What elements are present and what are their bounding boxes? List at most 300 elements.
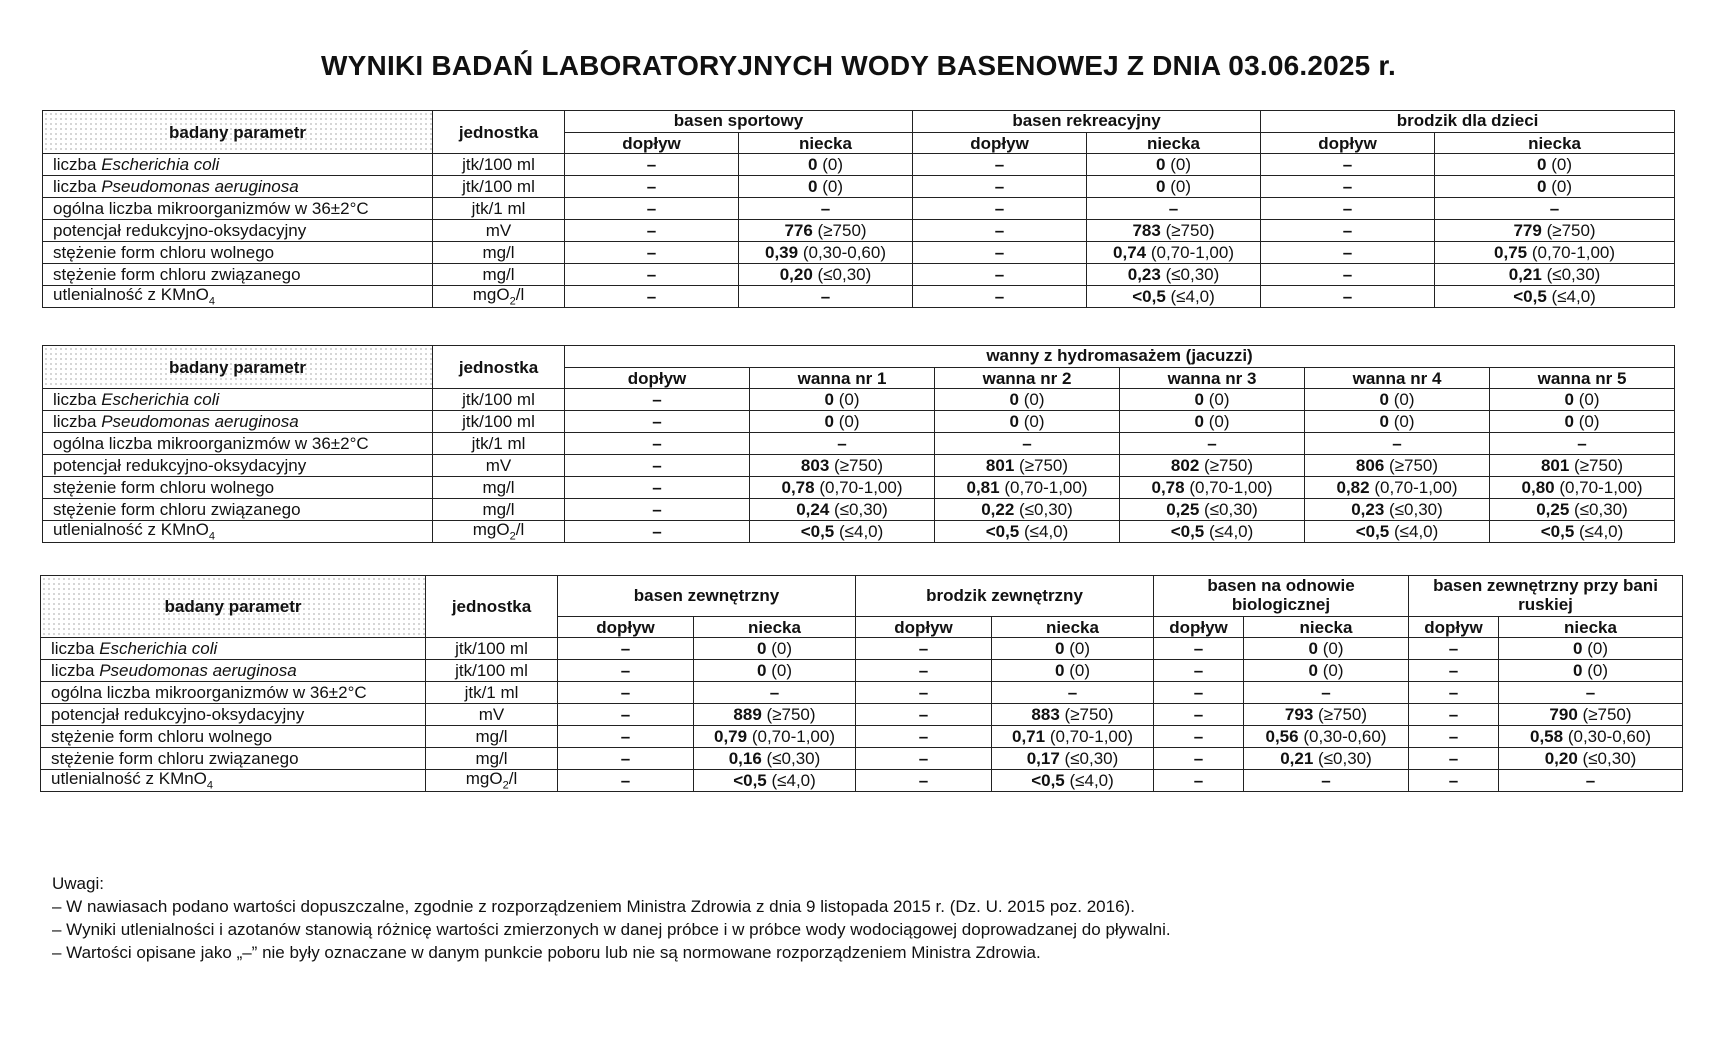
table-row [43,286,1675,308]
value-measured: – [994,265,1005,284]
unit-text: mgO [472,520,510,539]
value-measured: – [620,749,631,768]
value-cell [1154,748,1244,770]
param-species: Escherichia coli [99,639,218,658]
results-table-jacuzzi [42,345,1675,543]
value-cell [1490,389,1675,411]
value-limit: (0) [1393,412,1415,431]
value-measured: 0,39 [765,243,799,262]
value-cell [992,682,1154,704]
value-limit: (0) [1578,390,1600,409]
sub-header: dopływ [565,368,750,389]
unit-text: mgO [465,769,503,788]
value-measured: <0,5 [1132,287,1166,307]
table-row [43,264,1675,286]
value-cell [565,433,750,455]
table-row [41,748,1683,770]
value-measured: – [1067,683,1078,702]
sub-header: dopływ [1154,617,1244,638]
value-cell [1499,682,1683,704]
value-limit: (0) [1069,639,1090,658]
value-limit: (0,70-1,00) [1004,478,1088,497]
value-limit: (0) [771,639,792,658]
value-cell [739,176,913,198]
value-cell [913,286,1087,308]
value-measured: 0 [1537,177,1547,196]
value-cell [856,770,992,792]
param-text: stężenie form chloru wolnego [53,243,275,262]
value-cell [1244,770,1409,792]
value-cell [558,748,694,770]
value-measured: – [994,221,1005,240]
value-measured: 0 [757,639,767,658]
param-unit [433,220,565,242]
value-measured: – [1342,243,1353,262]
value-cell [565,477,750,499]
value-measured: 803 [800,456,830,475]
param-species: Pseudomonas aeruginosa [101,412,299,431]
value-cell [1154,704,1244,726]
unit-suffix: /l [515,520,525,539]
value-cell [1154,660,1244,682]
value-limit: (0) [1578,412,1600,431]
table-row [43,433,1675,455]
value-cell [1490,499,1675,521]
unit-subscript: 2 [502,779,509,792]
table-row [43,499,1675,521]
value-measured: – [1448,639,1459,658]
value-cell [935,411,1120,433]
unit-text: mg/l [482,243,515,262]
param-text: liczba [53,412,102,431]
value-limit: (≤0,30) [1019,500,1073,519]
value-measured: – [620,661,631,680]
value-limit: (0) [1023,390,1045,409]
value-measured: 0,20 [779,265,813,284]
value-limit: (≤4,0) [1024,522,1069,542]
value-measured: <0,5 [1540,522,1575,542]
param-unit [433,242,565,264]
unit-text: jtk/1 ml [464,683,519,702]
value-cell [1261,242,1435,264]
value-cell [1244,726,1409,748]
value-cell [565,198,739,220]
param-text: ogólna liczba mikroorganizmów w 36±2°C [53,434,369,453]
param-unit [426,726,558,748]
results-table-pools [42,110,1675,308]
value-measured: – [1193,639,1204,658]
table-row [43,242,1675,264]
value-cell [935,389,1120,411]
value-measured: – [918,749,929,768]
param-unit [426,682,558,704]
value-measured: 0 [824,412,834,431]
sub-header: wanna nr 5 [1490,368,1675,389]
value-cell [1499,726,1683,748]
value-cell [750,499,935,521]
value-measured: – [1392,434,1402,453]
value-cell [856,660,992,682]
header-row [43,346,1675,368]
param-text: utlenialność z KMnO [53,285,209,304]
param-name [41,660,426,682]
param-text: stężenie form chloru związanego [53,265,301,284]
value-cell [913,220,1087,242]
value-limit: (≥750) [1019,456,1069,475]
param-unit [433,176,565,198]
value-measured: – [1448,661,1459,680]
value-measured: – [646,243,657,262]
param-unit [426,638,558,660]
value-cell [565,242,739,264]
value-measured: – [994,243,1005,262]
param-unit [433,499,565,521]
value-cell [739,242,913,264]
value-measured: – [1193,705,1204,724]
value-limit: (≤0,30) [834,500,888,519]
value-measured: 0,71 [1012,727,1046,746]
param-name [43,154,433,176]
value-cell [1305,389,1490,411]
param-name [41,748,426,770]
group-header: basen zewnętrzny przy bani ruskiej [1409,576,1683,617]
value-limit: (≤0,30) [1582,749,1637,768]
unit-text: jtk/1 ml [471,434,526,453]
table-row [43,411,1675,433]
value-measured: 0,74 [1113,243,1147,262]
value-measured: – [994,177,1005,196]
unit-suffix: /l [508,769,518,788]
value-cell [1499,638,1683,660]
value-measured: – [652,500,662,519]
param-name [43,242,433,264]
value-measured: – [918,661,929,680]
value-cell [558,660,694,682]
value-measured: – [994,155,1005,174]
value-limit: (≥750) [1165,221,1215,240]
sub-header: wanna nr 3 [1120,368,1305,389]
value-measured: – [1342,177,1353,196]
value-measured: – [1448,683,1459,702]
value-cell [565,499,750,521]
value-measured: – [646,287,657,307]
value-limit: (0,30-0,60) [802,243,886,262]
value-cell [558,682,694,704]
unit-text: jtk/1 ml [471,199,526,218]
value-measured: – [646,177,657,196]
unit-text: mV [485,456,512,475]
value-measured: – [1585,683,1596,702]
value-measured: – [1342,287,1353,307]
value-measured: 0,78 [1151,478,1185,497]
value-cell [992,638,1154,660]
value-limit: (≥750) [834,456,884,475]
value-cell [1409,660,1499,682]
value-limit: (≤0,30) [817,265,872,284]
value-measured: 0 [1564,390,1574,409]
value-cell [935,455,1120,477]
value-limit: (0) [1322,639,1344,658]
unit-header: jednostka [433,346,565,389]
value-cell [913,154,1087,176]
value-measured: 0 [1156,155,1166,174]
param-text: potencjał redukcyjno-oksydacyjny [51,705,305,724]
value-measured: 0 [1573,639,1583,658]
value-measured: – [1342,199,1353,218]
value-measured: – [620,639,631,658]
value-measured: – [1193,661,1204,680]
value-measured: 0 [1156,177,1166,196]
value-measured: – [620,683,631,702]
table-row [43,389,1675,411]
value-cell [558,638,694,660]
value-limit: (≥750) [1064,705,1114,724]
value-limit: (0,30-0,60) [1303,727,1387,746]
value-limit: (≥750) [1389,456,1439,475]
value-measured: – [1448,749,1459,768]
value-cell [1490,477,1675,499]
param-subscript: 4 [208,530,216,543]
param-name [43,264,433,286]
value-cell [694,682,856,704]
param-text: utlenialność z KMnO [51,769,207,788]
sub-header: dopływ [1261,133,1435,154]
group-header: basen rekreacyjny [913,111,1261,133]
value-limit: (0) [1208,390,1230,409]
value-measured: 779 [1513,221,1542,240]
value-measured: – [918,727,929,746]
table-row [43,198,1675,220]
value-cell [992,660,1154,682]
param-header: badany parametr [43,346,433,389]
value-measured: – [1022,434,1032,453]
value-cell [1409,638,1499,660]
value-cell [1120,477,1305,499]
param-unit [433,389,565,411]
param-name [43,411,433,433]
value-measured: – [646,265,657,284]
value-cell [558,770,694,792]
value-measured: – [652,412,662,431]
value-measured: 883 [1031,705,1060,724]
table-row [41,682,1683,704]
table-row [43,154,1675,176]
value-measured: <0,5 [1170,522,1205,542]
param-species: Pseudomonas aeruginosa [99,661,297,680]
value-limit: (≤4,0) [1170,287,1215,307]
value-limit: (≤0,30) [1574,500,1628,519]
value-measured: 0 [757,661,767,680]
value-measured: – [620,727,631,746]
value-measured: 806 [1355,456,1385,475]
value-measured: – [1342,265,1353,284]
table-row [41,704,1683,726]
value-measured: 790 [1549,705,1578,724]
value-measured: – [918,705,929,724]
param-text: liczba [51,639,100,658]
param-unit [433,411,565,433]
value-measured: – [769,683,780,702]
param-unit [426,660,558,682]
value-measured: 0 [808,155,818,174]
param-subscript: 4 [208,295,216,308]
value-cell [1087,286,1261,308]
param-unit [433,521,565,543]
value-cell [1087,220,1261,242]
note-item: – Wartości opisane jako „–” nie były oznaczane w danym punkcie poboru lub nie są normowane rozporządzeniem Ministra Zdrowia. [52,943,1041,962]
sub-header: dopływ [565,133,739,154]
sub-header: dopływ [856,617,992,638]
param-name [43,220,433,242]
param-unit [433,286,565,308]
value-measured: 0,58 [1530,727,1564,746]
value-cell [1305,477,1490,499]
param-text: potencjał redukcyjno-oksydacyjny [53,456,307,475]
param-unit [433,433,565,455]
table-row [41,726,1683,748]
value-cell [739,154,913,176]
value-cell [1305,411,1490,433]
value-cell [694,770,856,792]
value-cell [856,748,992,770]
value-cell [565,455,750,477]
value-limit: (0) [838,412,860,431]
sub-header: dopływ [913,133,1087,154]
value-limit: (≤0,30) [1204,500,1258,519]
header-row [41,576,1683,617]
value-measured: 793 [1284,705,1314,724]
param-text: stężenie form chloru związanego [51,749,299,768]
value-limit: (≤0,30) [1318,749,1372,768]
value-measured: 0 [808,177,818,196]
value-cell [1435,176,1675,198]
value-measured: 0,79 [714,727,748,746]
value-measured: – [1448,705,1459,724]
value-limit: (0,70-1,00) [1150,243,1235,262]
value-measured: – [652,522,662,542]
value-measured: – [646,155,657,174]
value-limit: (0) [1587,661,1608,680]
notes-section [52,872,1171,964]
group-header: basen na odnowie biologicznej [1154,576,1409,617]
value-cell [750,477,935,499]
value-cell [1154,726,1244,748]
value-measured: – [820,199,831,218]
param-name [43,455,433,477]
value-cell [1154,638,1244,660]
value-limit: (≥750) [766,705,816,724]
unit-header: jednostka [426,576,558,638]
value-cell [1409,748,1499,770]
value-limit: (0) [1023,412,1045,431]
param-header: badany parametr [43,111,433,154]
value-cell [1499,770,1683,792]
value-measured: – [646,199,657,218]
unit-header: jednostka [433,111,565,154]
value-measured: – [837,434,847,453]
value-measured: – [1207,434,1217,453]
value-measured: – [1193,683,1204,702]
unit-text: jtk/100 ml [462,177,535,196]
table-row [43,477,1675,499]
value-cell [992,726,1154,748]
value-limit: (≤4,0) [1069,771,1114,791]
value-cell [1261,264,1435,286]
header-row [43,111,1675,133]
param-text: liczba [53,390,102,409]
unit-subscript: 2 [509,295,516,308]
value-cell [856,726,992,748]
value-limit: (≥750) [1574,456,1624,475]
value-measured: <0,5 [1513,287,1547,307]
value-limit: (≥750) [1546,221,1596,240]
value-limit: (≤0,30) [1546,265,1601,284]
value-cell [1435,220,1675,242]
value-limit: (≥750) [1582,705,1632,724]
value-cell [739,286,913,308]
value-measured: – [994,287,1005,307]
param-species: Escherichia coli [101,155,220,174]
value-measured: – [1168,199,1179,218]
value-measured: – [652,434,662,453]
value-limit: (0,30-0,60) [1567,727,1651,746]
value-cell [1499,660,1683,682]
value-measured: 0,25 [1166,500,1200,519]
sub-header: niecka [1435,133,1675,154]
value-measured: <0,5 [800,522,835,542]
sub-header: dopływ [558,617,694,638]
unit-text: mg/l [475,749,508,768]
value-cell [739,198,913,220]
unit-subscript: 2 [509,530,516,543]
value-cell [1087,264,1261,286]
table-row [43,521,1675,543]
value-cell [739,264,913,286]
value-measured: 0,25 [1536,500,1570,519]
param-name [43,198,433,220]
param-unit [433,264,565,286]
value-measured: – [1342,155,1353,174]
value-cell [1490,521,1675,543]
value-cell [1087,198,1261,220]
sub-header: niecka [739,133,913,154]
value-cell [1154,682,1244,704]
value-cell [1244,704,1409,726]
param-text: stężenie form chloru wolnego [51,727,273,746]
value-cell [935,433,1120,455]
note-item: – W nawiasach podano wartości dopuszczalne, zgodnie z rozporządzeniem Ministra Zdrowia z dnia 9 listopada 2015 r. (Dz. U. 2015 poz. 2016). [52,897,1135,916]
value-cell [913,198,1087,220]
value-measured: – [652,456,662,475]
param-name [43,433,433,455]
value-measured: 0,22 [981,500,1015,519]
value-measured: – [1577,434,1587,453]
value-measured: – [918,771,929,791]
value-limit: (0,70-1,00) [1049,727,1133,746]
value-measured: 0 [1194,412,1204,431]
unit-text: mg/l [482,478,515,497]
param-name [43,521,433,543]
param-text: liczba [53,155,102,174]
value-measured: 0 [824,390,834,409]
value-measured: – [1448,727,1459,746]
param-unit [433,477,565,499]
value-cell [565,176,739,198]
value-limit: (0) [1170,177,1192,196]
value-limit: (0) [1551,155,1573,174]
value-measured: 0 [1055,661,1065,680]
page-title: WYNIKI BADAŃ LABORATORYJNYCH WODY BASENOWEJ Z DNIA 03.06.2025 r. [321,50,1396,81]
